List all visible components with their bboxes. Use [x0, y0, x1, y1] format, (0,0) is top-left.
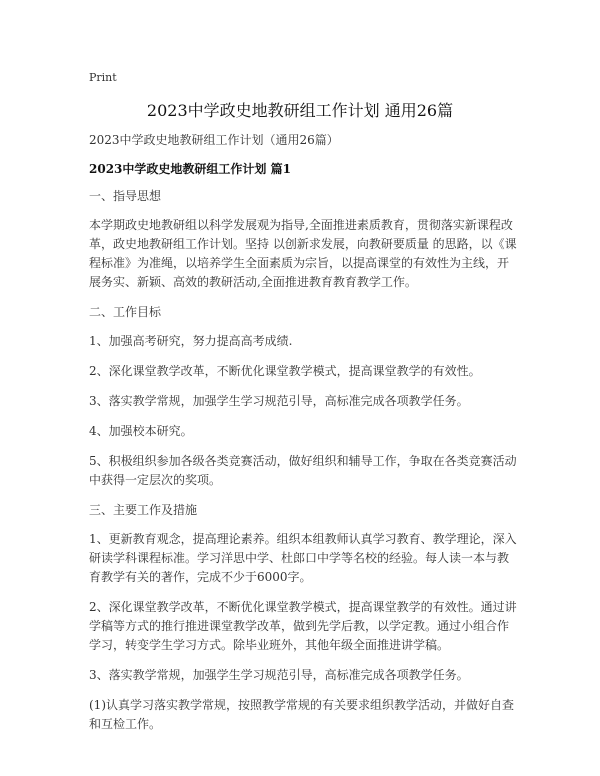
- measure-item-3: 3、落实教学常规，加强学生学习规范引导，高标准完成各项教学任务。: [89, 668, 469, 682]
- goal-item-2: 2、深化课堂教学改革，不断优化课堂教学模式，提高课堂教学的有效性。: [89, 364, 481, 378]
- goal-item-3: 3、落实教学常规，加强学生学习规范引导，高标准完成各项教学任务。: [89, 394, 469, 408]
- section-heading: 2023中学政史地教研组工作计划 篇1: [89, 162, 291, 176]
- measure-item-2: 2、深化课堂教学改革，不断优化课堂教学模式，提高课堂教学的有效性。通过讲学稿等方式的推行推进课堂教学改革，做到先学后教，以学定教。通过小组合作学习，转变学生学习方式。除毕业班外，其他年级全面推进讲学稿。: [89, 600, 517, 652]
- heading-guiding-ideology: 一、指导思想: [89, 189, 162, 203]
- measure-item-1: 1、更新教育观念，提高理论素养。组织本组教师认真学习教育、教学理论，深入研读学科课程标准。学习洋思中学、杜郎口中学等名校的经验。每人读一本与教育教学有关的著作，完成不少于6000字。: [89, 532, 517, 584]
- heading-work-goals: 二、工作目标: [89, 305, 162, 319]
- heading-main-measures: 三、主要工作及措施: [89, 503, 198, 517]
- page-title: 2023中学政史地教研组工作计划 通用26篇: [146, 101, 454, 120]
- measure-subitem-1: (1)认真学习落实教学常规，按照教学常规的有关要求组织教学活动，并做好自查和互检工作。: [89, 698, 515, 731]
- document-body: [89, 187, 519, 745]
- goal-item-5: 5、积极组织参加各级各类竞赛活动，做好组织和辅导工作，争取在各类竞赛活动中获得一定层次的奖项。: [89, 454, 517, 487]
- paragraph-guiding-ideology: 本学期政史地教研组以科学发展观为指导,全面推进素质教育，贯彻落实新课程改革，政史地教研组工作计划。坚持 以创新求发展，向教研要质量 的思路，以《课程标准》为准绳，以培养学生全面素质为宗旨，以提高课堂的有效性为主线，开展务实、新颖、高效的教研活动,全面推进教育教育教学工作。: [89, 218, 517, 289]
- print-link[interactable]: Print: [89, 71, 117, 84]
- goal-item-4: 4、加强校本研究。: [89, 424, 193, 438]
- document-subtitle: 2023中学政史地教研组工作计划（通用26篇）: [89, 133, 339, 147]
- goal-item-1: 1、加强高考研究，努力提高高考成绩.: [89, 334, 293, 348]
